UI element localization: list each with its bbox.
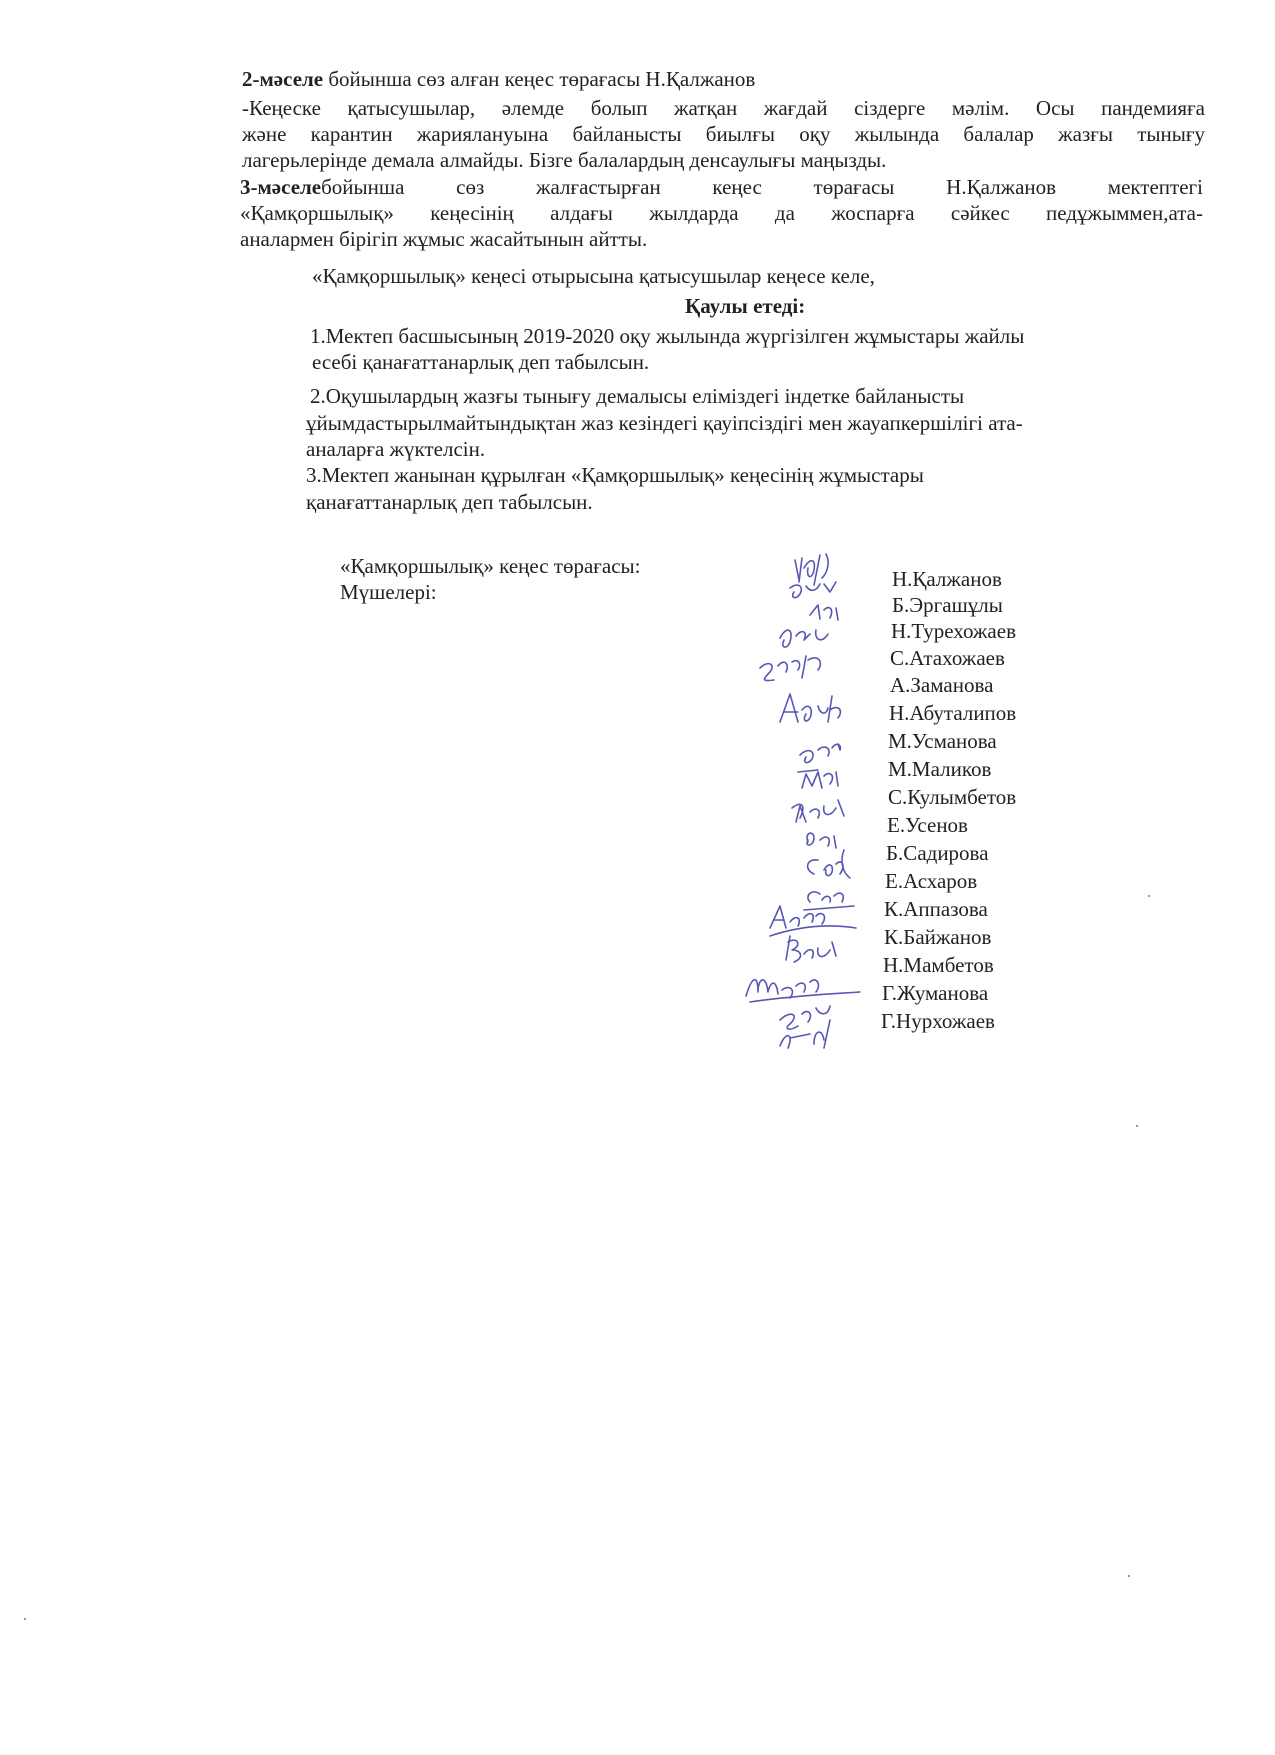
- decision-2-line-3: аналарға жүктелсін.: [306, 437, 486, 461]
- decision-3-line-1: 3.Мектеп жанынан құрылған «Қамқоршылық» кеңесінің жұмыстары: [306, 463, 924, 487]
- item2-line-2: және карантин жариялануына байланысты биылғы оқу жылында балалар жазғы тынығу: [242, 122, 1205, 146]
- item2-label: 2-мәселе: [242, 67, 324, 91]
- decision-2-line-2: ұйымдастырылмайтындықтан жаз кезіндегі қауіпсіздігі мен жауапкершілігі ата-: [306, 411, 1023, 435]
- item2-line-3: лагерьлерінде демала алмайды. Бізге балалардың денсаулығы маңызды.: [242, 148, 887, 172]
- member-name: Е.Асхаров: [885, 869, 978, 893]
- decision-1-line-1: 1.Мектеп басшысының 2019-2020 оқу жылында жүргізілген жұмыстары жайлы: [310, 324, 1025, 348]
- item3-heading-text: бойынша сөз жалғастырған кеңес төрағасы Н.Қалжанов мектептегі: [321, 175, 1203, 199]
- item3-heading: [240, 174, 1203, 200]
- member-name: К.Байжанов: [884, 925, 992, 949]
- decision-1-line-2: есебі қанағаттанарлық деп табылсын.: [312, 350, 650, 374]
- member-name: Б.Садирова: [886, 841, 989, 865]
- member-name: Г.Жуманова: [882, 981, 989, 1005]
- handwritten-signatures: [740, 550, 880, 1050]
- member-name: Г.Нурхожаев: [881, 1009, 995, 1033]
- decision-2-line-1: 2.Оқушылардың жазғы тынығу демалысы еліміздегі індетке байланысты: [310, 384, 965, 408]
- item3-line-2: аналармен бірігіп жұмыс жасайтынын айтты.: [240, 227, 648, 251]
- member-name: Б.Эргашұлы: [892, 593, 1003, 617]
- member-name: А.Заманова: [890, 673, 994, 697]
- scan-speck: [24, 1618, 26, 1620]
- intro-text: «Қамқоршылық» кеңесі отырысына қатысушылар кеңесе келе,: [312, 264, 875, 288]
- item3-label: 3-мәселе: [240, 175, 322, 199]
- scan-speck: [1136, 1125, 1138, 1127]
- item2-line-1: -Кеңеске қатысушылар, әлемде болып жатқан жағдай сіздерге мәлім. Осы пандемияға: [242, 96, 1205, 120]
- member-name: К.Аппазова: [884, 897, 988, 921]
- member-name: Н.Турехожаев: [891, 619, 1016, 643]
- member-name: Н.Қалжанов: [892, 567, 1002, 591]
- item2-heading: [242, 66, 755, 92]
- decision-3-line-2: қанағаттанарлық деп табылсын.: [306, 490, 593, 514]
- chair-label: «Қамқоршылық» кеңес төрағасы:: [340, 554, 641, 578]
- decision-title: Қаулы етеді:: [685, 294, 806, 318]
- scan-speck: [1148, 895, 1150, 897]
- item2-heading-text: бойынша сөз алған кеңес төрағасы Н.Қалжанов: [323, 67, 756, 91]
- member-name: Н.Мамбетов: [883, 953, 994, 977]
- member-name: М.Усманова: [888, 729, 997, 753]
- member-name: С.Кулымбетов: [888, 785, 1017, 809]
- member-name: Е.Усенов: [887, 813, 968, 837]
- item3-line-1: «Қамқоршылық» кеңесінің алдағы жылдарда да жоспарға сәйкес педұжыммен,ата-: [240, 201, 1203, 225]
- member-name: М.Маликов: [888, 757, 992, 781]
- scan-speck: [1128, 1575, 1130, 1577]
- members-label: Мүшелері:: [340, 580, 437, 604]
- member-name: С.Атахожаев: [890, 646, 1005, 670]
- member-name: Н.Абуталипов: [889, 701, 1017, 725]
